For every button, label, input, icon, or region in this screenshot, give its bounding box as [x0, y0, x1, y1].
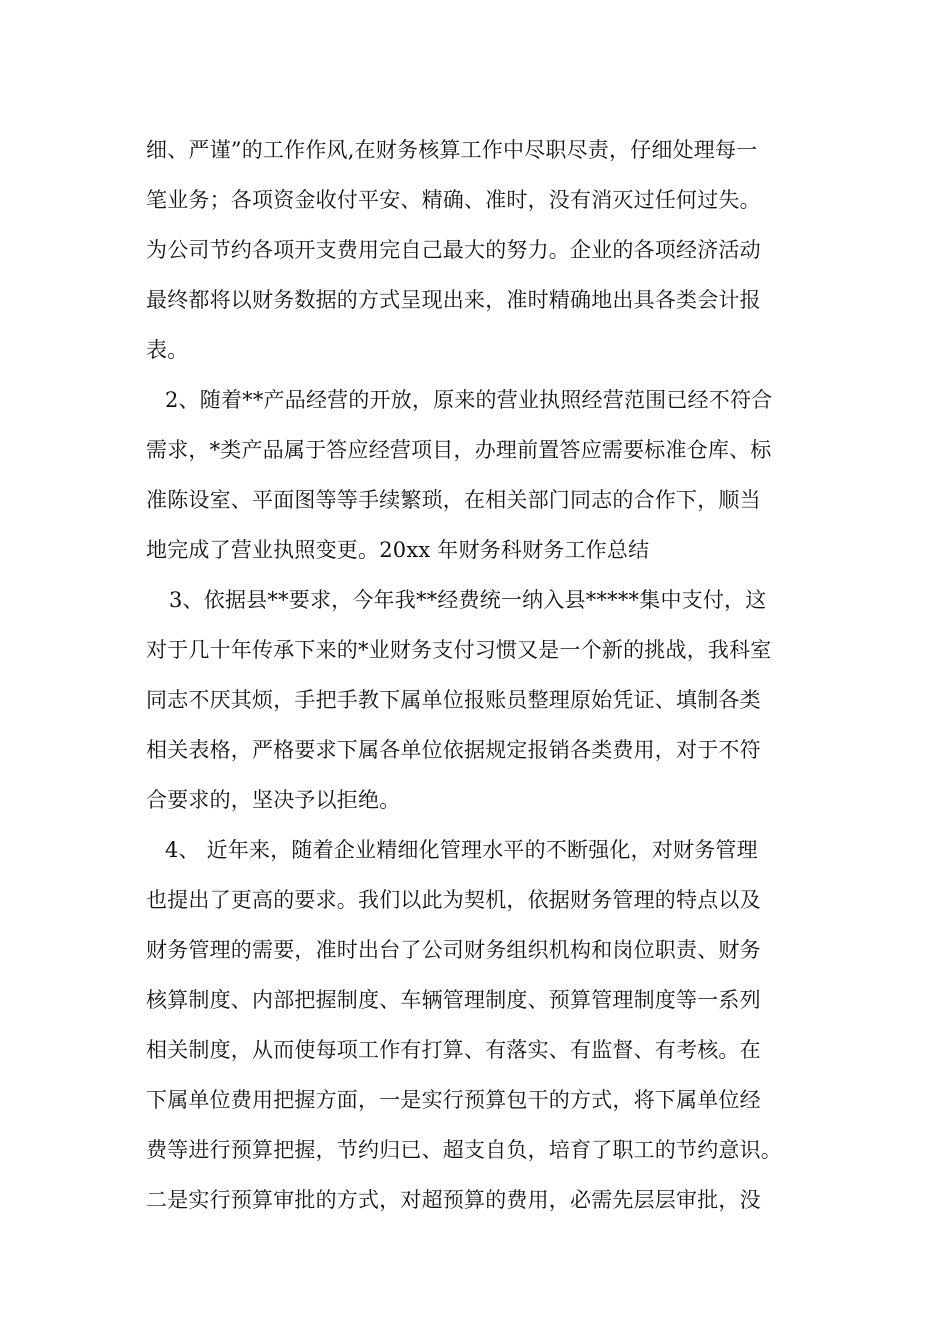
text-line: 相关制度，从而使每项工作有打算、有落实、有监督、有考核。在	[146, 1038, 761, 1062]
text-line: 笔业务；各项资金收付平安、精确、准时，没有消灭过任何过失。	[146, 188, 761, 212]
text-line: 细、严谨”的工作作风,在财务核算工作中尽职尽责，仔细处理每一	[146, 138, 758, 162]
text-line: 同志不厌其烦，手把手教下属单位报账员整理原始凭证、填制各类	[146, 688, 761, 712]
text-line: 下属单位费用把握方面，一是实行预算包干的方式，将下属单位经	[146, 1088, 761, 1112]
text-line: 2、随着**产品经营的开放，原来的营业执照经营范围已经不符合	[165, 388, 773, 412]
text-line: 4、 近年来，随着企业精细化管理水平的不断强化，对财务管理	[165, 838, 758, 862]
text-line: 对于几十年传承下来的*业财务支付习惯又是一个新的挑战，我科室	[146, 638, 772, 662]
text-line: 核算制度、内部把握制度、车辆管理制度、预算管理制度等一系列	[146, 988, 761, 1012]
text-line: 为公司节约各项开支费用完自己最大的努力。企业的各项经济活动	[146, 238, 761, 262]
text-line: 3、依据县**要求，今年我**经费统一纳入县*****集中支付，这	[169, 588, 767, 612]
text-line: 最终都将以财务数据的方式呈现出来，准时精确地出具各类会计报	[146, 288, 761, 312]
text-line: 相关表格，严格要求下属各单位依据规定报销各类费用，对于不符	[146, 738, 761, 762]
text-line: 准陈设室、平面图等等手续繁琐，在相关部门同志的合作下，顺当	[146, 488, 761, 512]
text-line: 表。	[146, 338, 189, 362]
text-line: 也提出了更高的要求。我们以此为契机，依据财务管理的特点以及	[146, 888, 761, 912]
text-line: 合要求的，坚决予以拒绝。	[146, 788, 401, 812]
text-line: 地完成了营业执照变更。20xx 年财务科财务工作总结	[146, 538, 650, 562]
text-line: 财务管理的需要，准时出台了公司财务组织机构和岗位职责、财务	[146, 938, 761, 962]
text-line: 二是实行预算审批的方式，对超预算的费用，必需先层层审批，没	[146, 1188, 761, 1212]
text-line: 需求，*类产品属于答应经营项目，办理前置答应需要标准仓库、标	[146, 438, 772, 462]
text-line: 费等进行预算把握，节约归已、超支自负，培育了职工的节约意识。	[146, 1138, 782, 1162]
